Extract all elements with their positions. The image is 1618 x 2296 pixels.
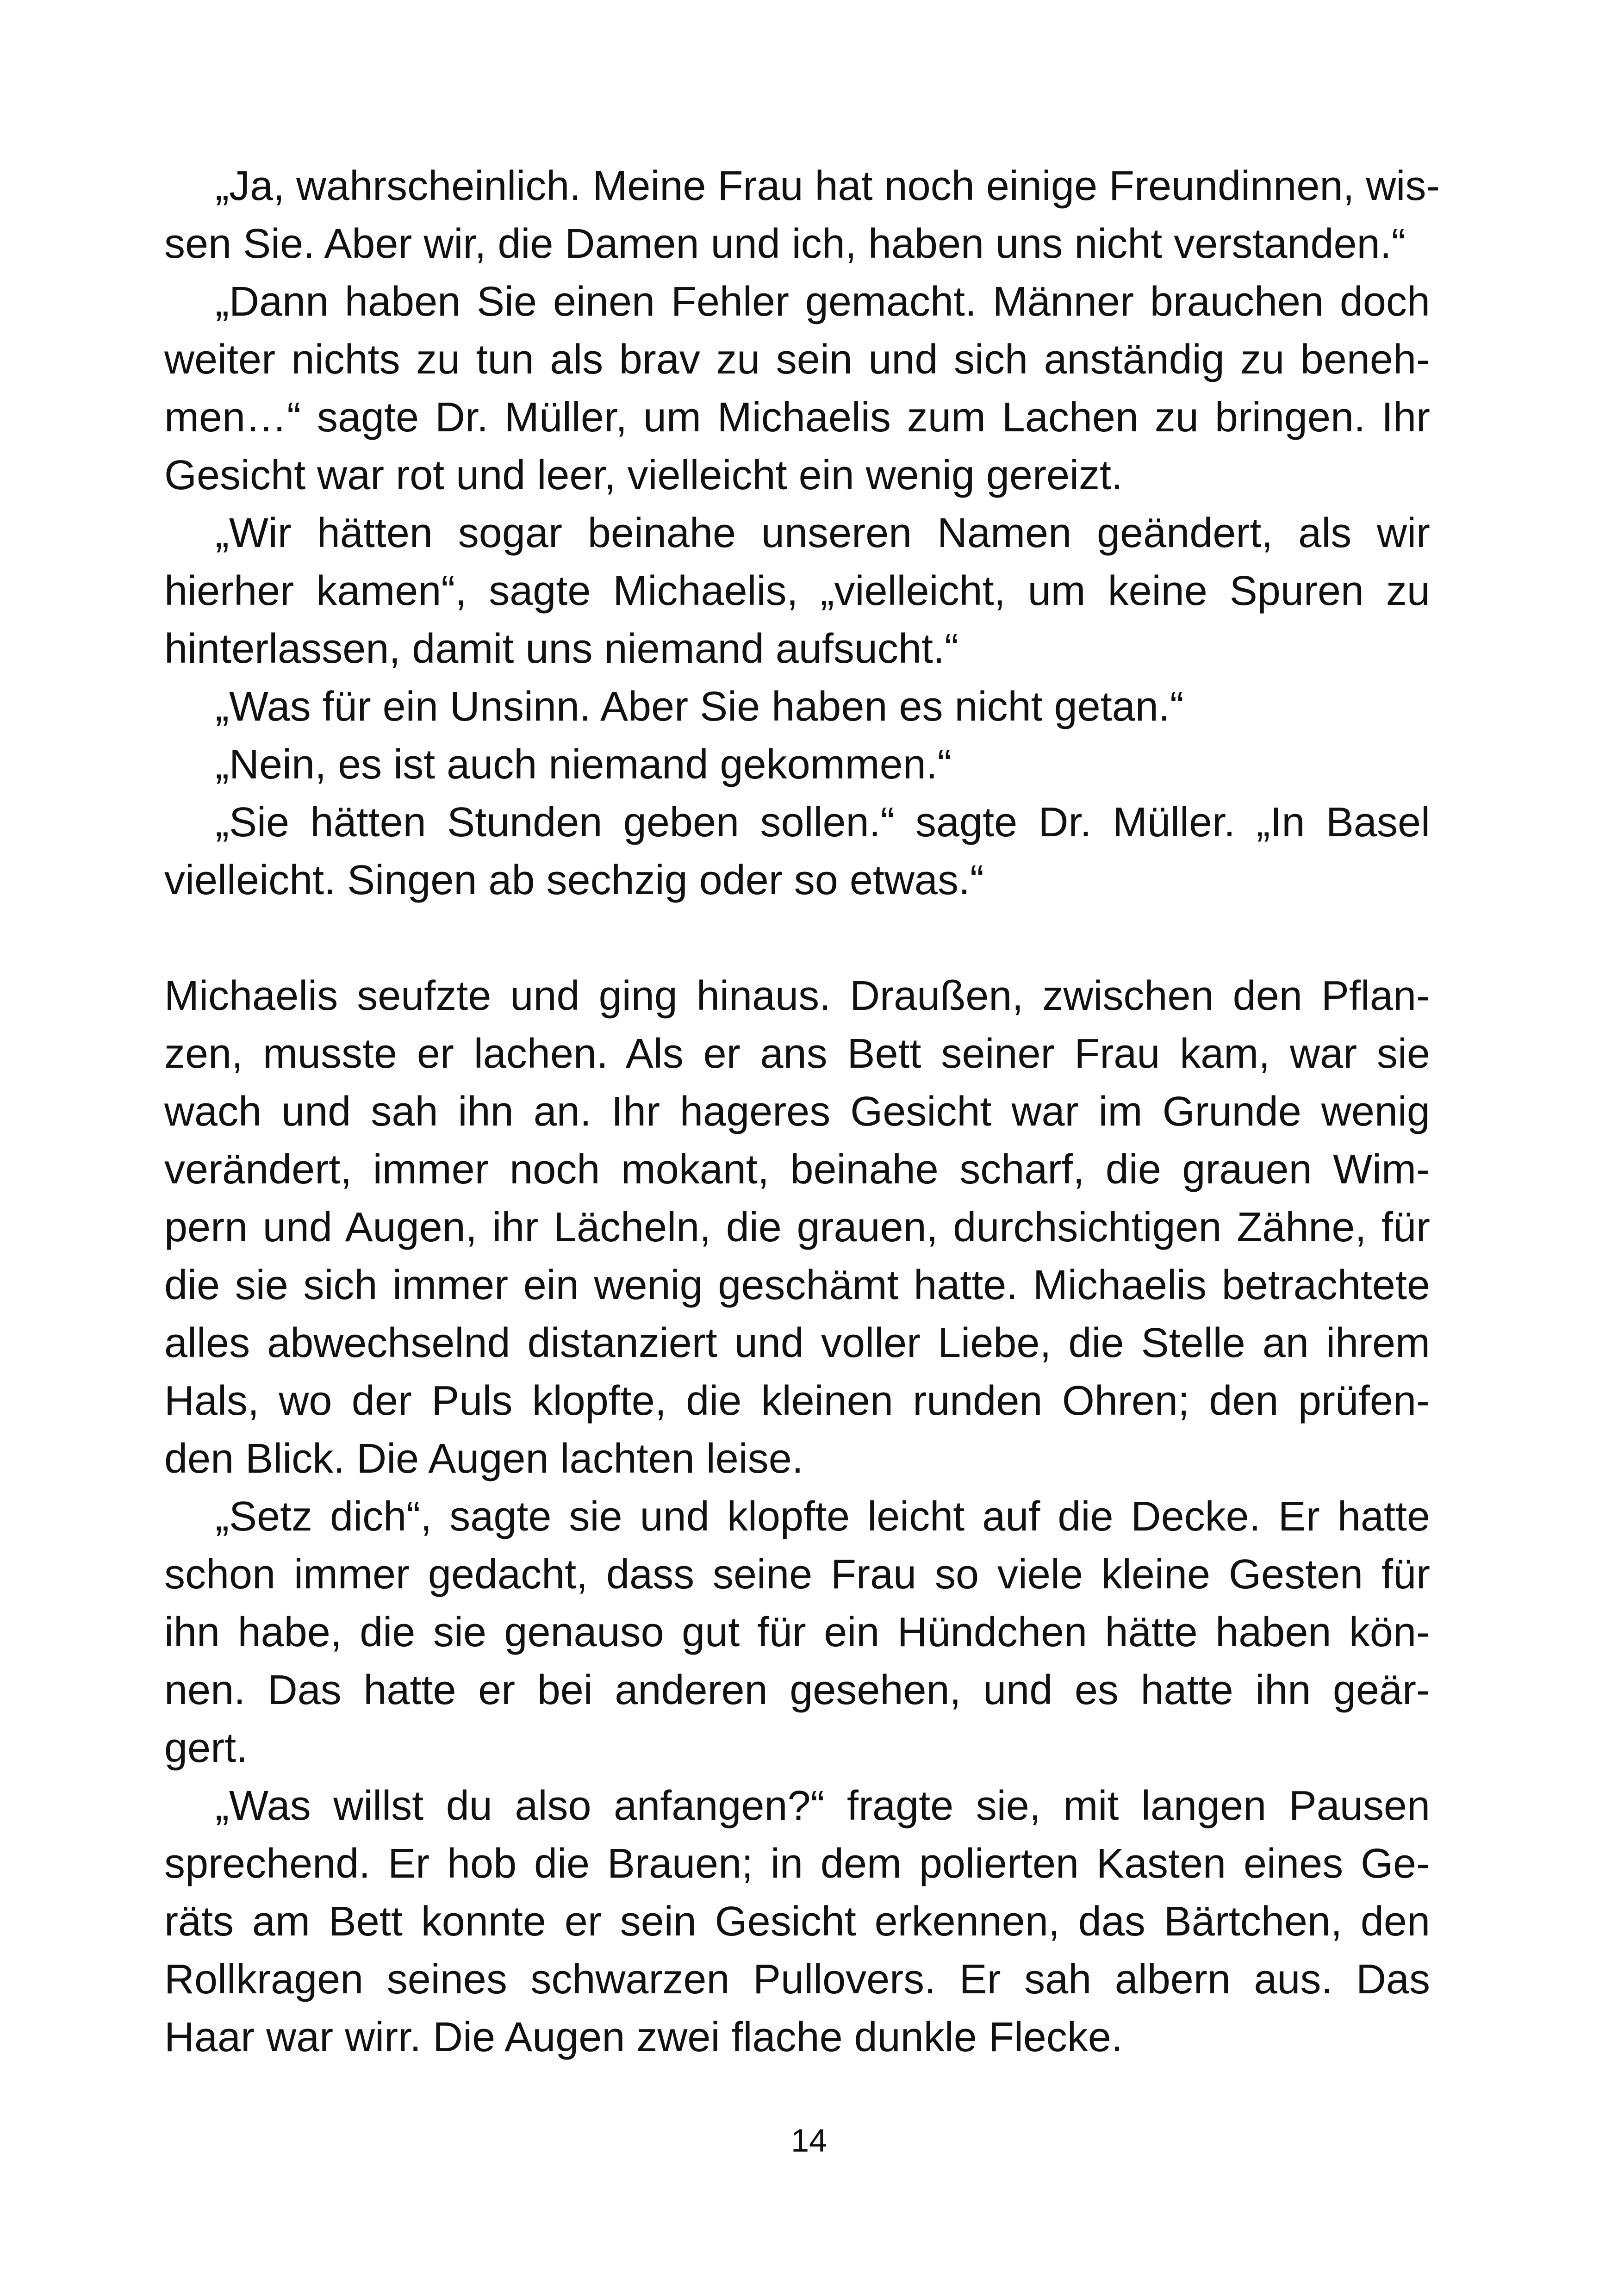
- paragraph: [164, 1488, 1430, 1777]
- text-line: sprechend. Er hob die Brauen; in dem polierten Kasten eines Ge-: [164, 1841, 1430, 1887]
- paragraph: [164, 967, 1430, 1488]
- text-line: pern und Augen, ihr Lächeln, die grauen, durchsichtigen Zähne, für: [164, 1204, 1430, 1251]
- text-line: „Sie hätten Stunden geben sollen.“ sagte Dr. Müller. „In Basel: [215, 799, 1430, 846]
- text-line: den Blick. Die Augen lachten leise.: [164, 1436, 803, 1482]
- text-line: Hals, wo der Puls klopfte, die kleinen runden Ohren; den prüfen-: [164, 1378, 1430, 1424]
- text-line: „Setz dich“, sagte sie und klopfte leicht auf die Decke. Er hatte: [215, 1493, 1430, 1540]
- text-line: „Ja, wahrscheinlich. Meine Frau hat noch einige Freundinnen, wis-: [215, 163, 1440, 209]
- text-line: Rollkragen seines schwarzen Pullovers. Er sah albern aus. Das: [164, 1956, 1430, 2003]
- paragraph: [164, 1777, 1430, 2066]
- text-line: hinterlassen, damit uns niemand aufsucht.“: [164, 626, 958, 672]
- text-line: men…“ sagte Dr. Müller, um Michaelis zum Lachen zu bringen. Ihr: [164, 394, 1430, 441]
- paragraph: [164, 736, 1430, 794]
- paragraph: [164, 157, 1440, 273]
- text-line: zen, musste er lachen. Als er ans Bett seiner Frau kam, war sie: [164, 1031, 1430, 1077]
- text-line: verändert, immer noch mokant, beinahe scharf, die grauen Wim-: [164, 1146, 1430, 1193]
- text-line: Michaelis seufzte und ging hinaus. Draußen, zwischen den Pflan-: [164, 973, 1430, 1019]
- text-line: Gesicht war rot und leer, vielleicht ein wenig gereizt.: [164, 452, 1123, 498]
- text-line: „Wir hätten sogar beinahe unseren Namen geändert, als wir: [215, 510, 1430, 556]
- text-line: „Was willst du also anfangen?“ fragte sie, mit langen Pausen: [215, 1783, 1430, 1829]
- paragraph: [164, 794, 1430, 909]
- text-line: „Nein, es ist auch niemand gekommen.“: [215, 741, 952, 788]
- text-line: ihn habe, die sie genauso gut für ein Hündchen hätte haben kön-: [164, 1609, 1430, 1655]
- paragraph-gap: [164, 909, 1430, 967]
- text-line: Haar war wirr. Die Augen zwei flache dunkle Flecke.: [164, 2014, 1123, 2060]
- text-line: nen. Das hatte er bei anderen gesehen, und es hatte ihn geär-: [164, 1667, 1430, 1713]
- text-line: „Was für ein Unsinn. Aber Sie haben es nicht getan.“: [215, 684, 1184, 730]
- text-line: gert.: [164, 1725, 248, 1771]
- paragraph: [164, 678, 1430, 736]
- text-line: alles abwechselnd distanziert und voller Liebe, die Stelle an ihrem: [164, 1320, 1430, 1366]
- page-body: [164, 157, 1440, 2066]
- text-line: räts am Bett konnte er sein Gesicht erkennen, das Bärtchen, den: [164, 1898, 1430, 1945]
- text-line: vielleicht. Singen ab sechzig oder so etwas.“: [164, 857, 984, 903]
- text-line: hierher kamen“, sagte Michaelis, „vielleicht, um keine Spuren zu: [164, 568, 1430, 614]
- page-number: 14: [791, 2122, 827, 2159]
- paragraph: [164, 504, 1430, 678]
- text-line: weiter nichts zu tun als brav zu sein und sich anständig zu beneh-: [164, 336, 1430, 383]
- paragraph: [164, 273, 1430, 504]
- text-line: die sie sich immer ein wenig geschämt hatte. Michaelis betrachtete: [164, 1262, 1430, 1308]
- text-line: wach und sah ihn an. Ihr hageres Gesicht war im Grunde wenig: [164, 1089, 1430, 1135]
- text-line: „Dann haben Sie einen Fehler gemacht. Männer brauchen doch: [215, 279, 1430, 325]
- text-line: schon immer gedacht, dass seine Frau so viele kleine Gesten für: [164, 1551, 1430, 1598]
- text-line: sen Sie. Aber wir, die Damen und ich, haben uns nicht verstanden.“: [164, 221, 1406, 267]
